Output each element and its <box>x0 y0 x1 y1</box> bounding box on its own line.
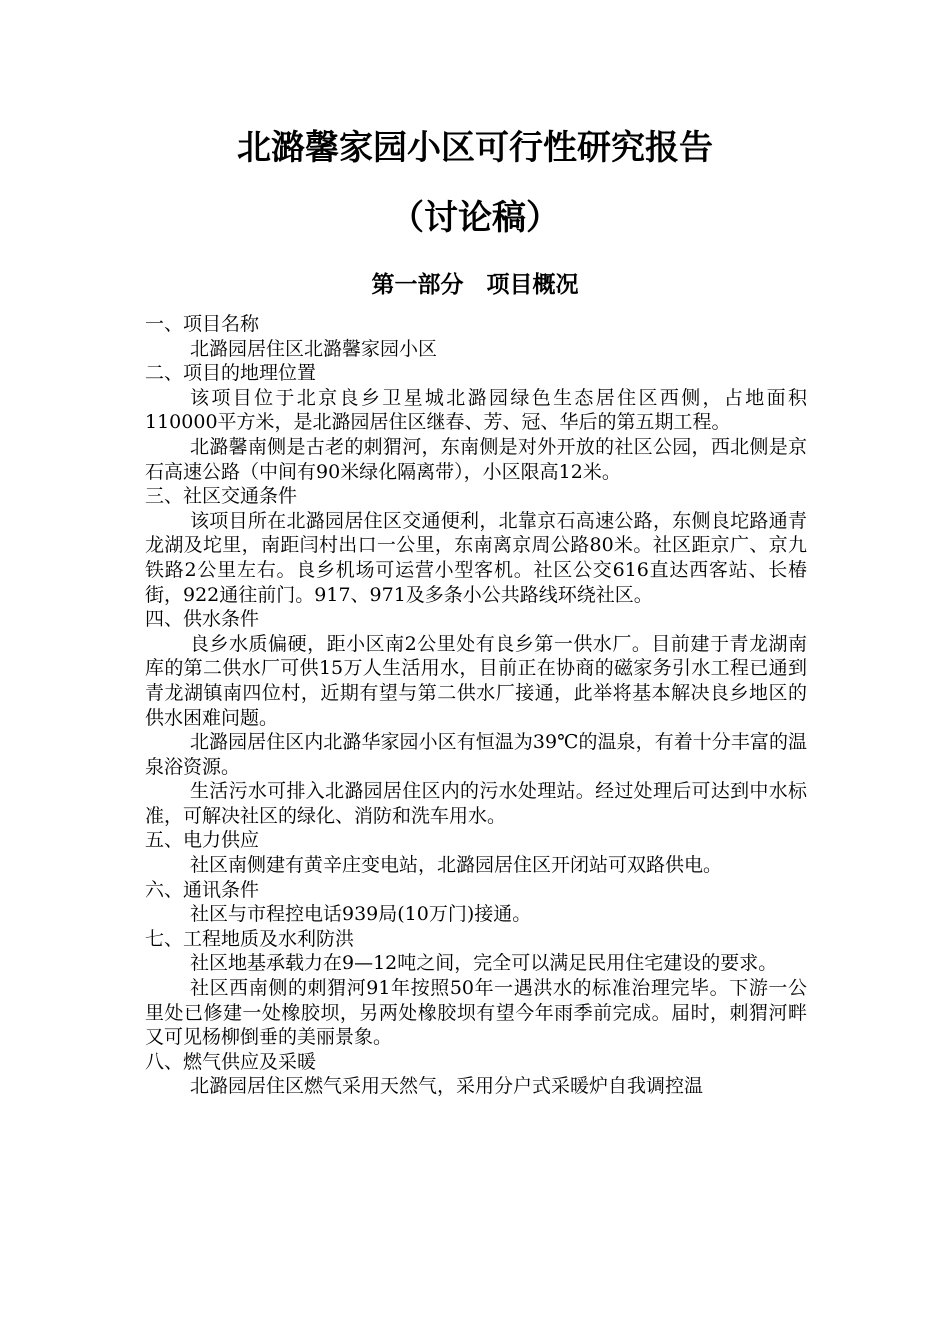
paragraph: 北潞园居住区北潞馨家园小区 <box>190 337 438 360</box>
section-heading: 一、项目名称 <box>145 313 260 335</box>
part-heading: 第一部分 项目概况 <box>371 272 579 298</box>
paragraph: 社区地基承载力在9—12吨之间，完全可以满足民用住宅建设的要求。 <box>190 952 778 975</box>
document-body <box>145 312 807 1099</box>
document-subtitle: （讨论稿） <box>390 198 560 238</box>
section-heading: 八、燃气供应及采暖 <box>145 1050 317 1073</box>
section-heading: 三、社区交通条件 <box>145 485 298 508</box>
section-heading: 七、工程地质及水利防洪 <box>145 927 355 950</box>
section-heading: 六、通讯条件 <box>145 878 260 901</box>
paragraph: 北潞园居住区内北潞华家园小区有恒温为39℃的温泉，有着十分丰富的温泉浴资源。 <box>145 731 807 778</box>
document-title: 北潞馨家园小区可行性研究报告 <box>237 128 713 168</box>
paragraph: 社区西南侧的刺猬河91年按照50年一遇洪水的标准治理完毕。下游一公里处已修建一处橡胶坝，另两处橡胶坝有望今年雨季前完成。届时，刺猬河畔又可见杨柳倒垂的美丽景象。 <box>145 977 807 1049</box>
paragraph: 北潞馨南侧是古老的刺猬河，东南侧是对外开放的社区公园，西北侧是京石高速公路（中间有90米绿化隔离带），小区限高12米。 <box>145 435 807 483</box>
section-heading: 四、供水条件 <box>145 608 260 631</box>
paragraph: 该项目位于北京良乡卫星城北潞园绿色生态居住区西侧，占地面积110000平方米，是北潞园居住区继春、芳、冠、华后的第五期工程。 <box>145 386 807 434</box>
paragraph: 北潞园居住区燃气采用天然气，采用分户式采暖炉自我调控温 <box>190 1075 704 1098</box>
paragraph: 生活污水可排入北潞园居住区内的污水处理站。经过处理后可达到中水标准，可解决社区的绿化、消防和洗车用水。 <box>145 780 807 827</box>
paragraph: 该项目所在北潞园居住区交通便利，北靠京石高速公路，东侧良坨路通青龙湖及坨里，南距闫村出口一公里，东南离京周公路80米。社区距京广、京九铁路2公里左右。良乡机场可运营小型客机。社区公交616直达西客站、长椿街，922通往前门。917、971及多条小公共路线环绕社区。 <box>145 509 807 606</box>
paragraph: 社区南侧建有黄辛庄变电站，北潞园居住区开闭站可双路供电。 <box>190 854 723 877</box>
section-heading: 五、电力供应 <box>145 829 260 852</box>
paragraph: 社区与市程控电话939局(10万门)接通。 <box>190 903 532 926</box>
paragraph: 良乡水质偏硬，距小区南2公里处有良乡第一供水厂。目前建于青龙湖南库的第二供水厂可供15万人生活用水，目前正在协商的磁家务引水工程已通到青龙湖镇南四位村，近期有望与第二供水厂接通，此举将基本解决良乡地区的供水困难问题。 <box>145 632 807 729</box>
section-heading: 二、项目的地理位置 <box>145 362 317 385</box>
